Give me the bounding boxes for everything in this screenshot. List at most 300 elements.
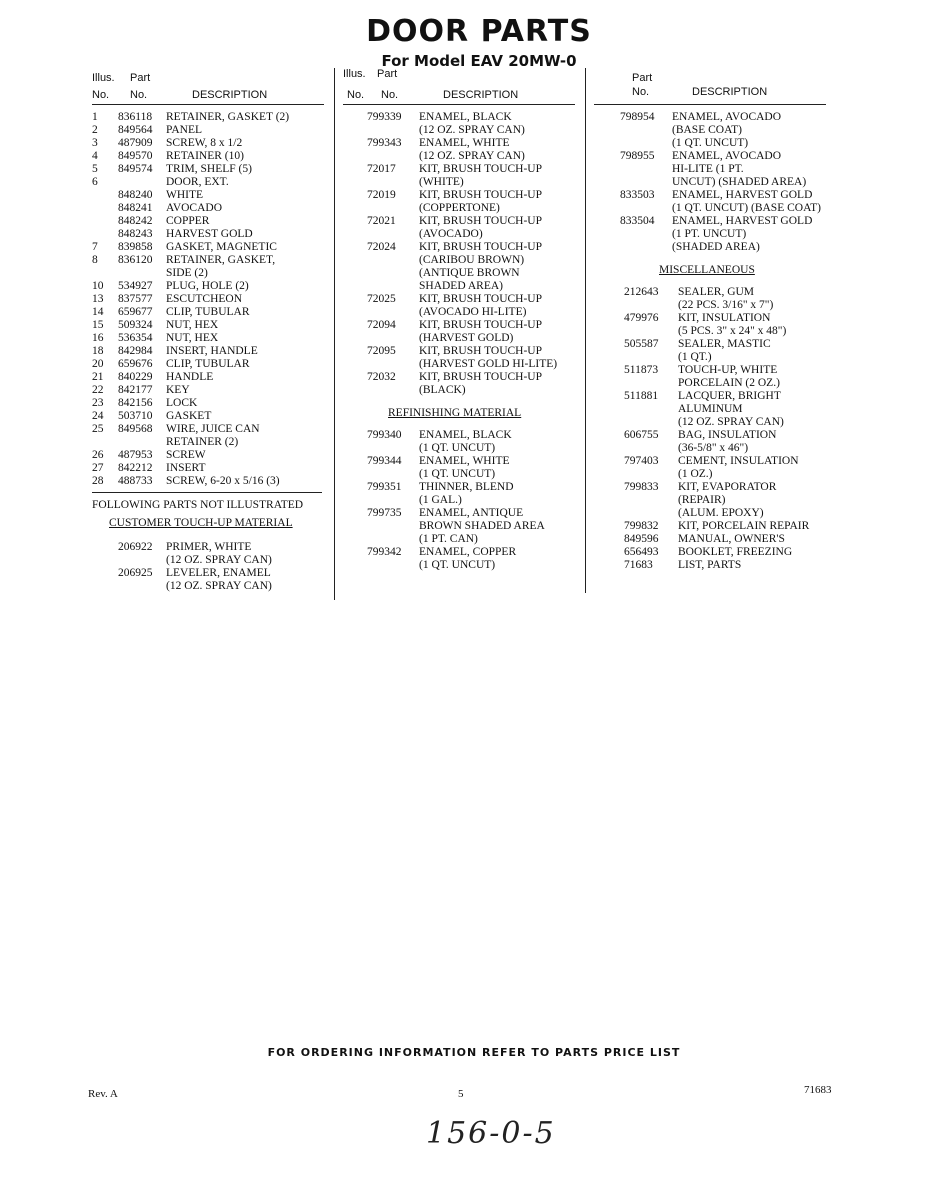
table-row: [594, 416, 826, 429]
illus-number: 27: [92, 462, 104, 474]
part-description: INSERT, HANDLE: [166, 345, 258, 357]
part-number: 656493: [624, 546, 659, 558]
part-description: TOUCH-UP, WHITE: [678, 364, 778, 376]
part-description: RETAINER, GASKET,: [166, 254, 276, 266]
table-row: [343, 280, 575, 293]
part-number: [367, 332, 419, 345]
part-number: 487909: [118, 137, 153, 149]
part-number: [367, 520, 419, 533]
part-description: PANEL: [166, 124, 202, 136]
no-label: No.: [92, 89, 110, 101]
part-description: ENAMEL, COPPER: [419, 546, 517, 558]
part-description: (CARIBOU BROWN): [419, 254, 525, 266]
part-number: 206925: [118, 567, 153, 579]
illus-number: 14: [92, 306, 104, 318]
illus-number: [92, 215, 118, 228]
table-row: [92, 475, 324, 488]
description-label: DESCRIPTION: [443, 89, 519, 101]
part-description: (BASE COAT): [672, 124, 742, 136]
part-number: 606755: [624, 429, 659, 441]
part-number: 849570: [118, 150, 153, 162]
part-number: 836118: [118, 111, 153, 123]
part-description: NUT, HEX: [166, 319, 219, 331]
touchup-list: [92, 541, 324, 593]
table-row: [594, 202, 826, 215]
part-description: HARVEST GOLD: [166, 228, 253, 240]
part-number: 839858: [118, 241, 153, 253]
part-number: [624, 325, 678, 338]
part-number: 848242: [118, 215, 153, 227]
part-number: [367, 254, 419, 267]
part-description: KEY: [166, 384, 190, 396]
part-number: [624, 494, 678, 507]
part-number: 487953: [118, 449, 153, 461]
table-row: [594, 215, 826, 228]
part-number: [624, 403, 678, 416]
table-row: [343, 442, 575, 455]
table-row: [594, 351, 826, 364]
part-number: [620, 124, 672, 137]
part-description: (1 QT. UNCUT): [419, 468, 496, 480]
part-number: 488733: [118, 475, 153, 487]
page-number: 5: [458, 1088, 464, 1100]
table-row: [92, 371, 324, 384]
illus-number: 16: [92, 332, 104, 344]
part-description: UNCUT) (SHADED AREA): [672, 176, 807, 188]
table-row: [594, 111, 826, 124]
part-number: 534927: [118, 280, 153, 292]
table-row: [343, 533, 575, 546]
part-description: ESCUTCHEON: [166, 293, 243, 305]
table-row: [594, 507, 826, 520]
part-description: ENAMEL, HARVEST GOLD: [672, 189, 813, 201]
page-title: DOOR PARTS: [366, 14, 592, 49]
illus-number: 13: [92, 293, 104, 305]
part-description: ENAMEL, AVOCADO: [672, 111, 782, 123]
table-row: [92, 319, 324, 332]
illus-number: 10: [92, 280, 104, 292]
no-label: No.: [381, 89, 399, 101]
ordering-footer: FOR ORDERING INFORMATION REFER TO PARTS PRICE LIST: [267, 1046, 681, 1059]
part-number: [624, 442, 678, 455]
part-number: [620, 137, 672, 150]
part-number: 509324: [118, 319, 153, 331]
section-heading: CUSTOMER TOUCH-UP MATERIAL: [109, 517, 293, 529]
table-row: [594, 228, 826, 241]
table-row: [92, 215, 324, 228]
table-row: [92, 345, 324, 358]
part-number: 799343: [367, 137, 402, 149]
part-description: (1 GAL.): [419, 494, 462, 506]
table-row: [92, 306, 324, 319]
illus-number: 8: [92, 254, 98, 266]
part-description: ENAMEL, WHITE: [419, 455, 510, 467]
part-description: RETAINER (2): [166, 436, 239, 448]
no-label: No.: [347, 89, 365, 101]
part-description: ENAMEL, AVOCADO: [672, 150, 782, 162]
part-number: 798955: [620, 150, 655, 162]
table-row: [92, 397, 324, 410]
table-row: [343, 358, 575, 371]
part-description: (1 QT.): [678, 351, 712, 363]
part-number: [367, 468, 419, 481]
part-description: CLIP, TUBULAR: [166, 306, 250, 318]
table-row: [92, 423, 324, 436]
table-row: [92, 580, 324, 593]
part-number: [620, 176, 672, 189]
illus-number: 6: [92, 176, 98, 188]
part-number: [624, 416, 678, 429]
part-description: (REPAIR): [678, 494, 726, 506]
part-description: (AVOCADO): [419, 228, 483, 240]
part-description: KIT, BRUSH TOUCH-UP: [419, 371, 543, 383]
part-number: 849568: [118, 423, 153, 435]
table-row: [343, 371, 575, 384]
part-description: (SHADED AREA): [672, 241, 760, 253]
part-description: GASKET, MAGNETIC: [166, 241, 277, 253]
part-number: 511881: [624, 390, 659, 402]
table-row: [343, 267, 575, 280]
part-description: (1 PT. CAN): [419, 533, 478, 545]
part-label: Part: [377, 68, 398, 80]
illus-number: [92, 202, 118, 215]
part-number: 511873: [624, 364, 659, 376]
table-row: [92, 111, 324, 124]
table-row: [594, 325, 826, 338]
part-number: 72021: [367, 215, 396, 227]
part-description: KIT, BRUSH TOUCH-UP: [419, 189, 543, 201]
table-row: [343, 215, 575, 228]
part-number: 72032: [367, 371, 396, 383]
table-row: [594, 163, 826, 176]
part-number: [624, 507, 678, 520]
part-description: SEALER, GUM: [678, 286, 755, 298]
part-description: (WHITE): [419, 176, 464, 188]
handwritten-note: 156-0-5: [426, 1116, 556, 1151]
part-number: 72095: [367, 345, 396, 357]
part-description: LACQUER, BRIGHT: [678, 390, 781, 402]
column-divider: [334, 68, 335, 600]
part-description: BAG, INSULATION: [678, 429, 777, 441]
table-row: [92, 254, 324, 267]
part-number: 659676: [118, 358, 153, 370]
part-number: 72094: [367, 319, 396, 331]
part-description: SEALER, MASTIC: [678, 338, 771, 350]
part-number: [367, 358, 419, 371]
parts-list: [343, 111, 575, 397]
part-description: (12 OZ. SPRAY CAN): [419, 150, 525, 162]
column-header: [594, 68, 826, 105]
part-number: 206922: [118, 541, 153, 553]
part-number: [367, 442, 419, 455]
part-description: BROWN SHADED AREA: [419, 520, 545, 532]
part-number: [367, 202, 419, 215]
part-description: ENAMEL, ANTIQUE: [419, 507, 524, 519]
part-description: RETAINER, GASKET (2): [166, 111, 290, 123]
parts-list: [92, 111, 324, 488]
part-number: [620, 241, 672, 254]
table-row: [92, 567, 324, 580]
part-number: 72024: [367, 241, 396, 253]
part-number: 842212: [118, 462, 153, 474]
table-row: [343, 332, 575, 345]
table-row: [343, 228, 575, 241]
illus-number: 26: [92, 449, 104, 461]
part-number: 799735: [367, 507, 402, 519]
part-number: [620, 228, 672, 241]
part-number: 849596: [624, 533, 659, 545]
part-description: (12 OZ. SPRAY CAN): [166, 580, 272, 592]
table-row: [594, 176, 826, 189]
part-number: 849564: [118, 124, 153, 136]
document-number: 71683: [804, 1084, 832, 1096]
table-row: [594, 468, 826, 481]
part-number: 536354: [118, 332, 153, 344]
illus-number: 21: [92, 371, 104, 383]
part-number: 505587: [624, 338, 659, 350]
column-header: [92, 68, 324, 105]
table-row: [594, 546, 826, 559]
part-label: Part: [632, 72, 653, 84]
part-description: HI-LITE (1 PT.: [672, 163, 744, 175]
part-number: [367, 306, 419, 319]
table-row: [343, 481, 575, 494]
part-number: 833504: [620, 215, 655, 227]
part-number: [624, 468, 678, 481]
table-row: [594, 520, 826, 533]
table-row: [92, 449, 324, 462]
table-row: [343, 124, 575, 137]
table-row: [343, 494, 575, 507]
illus-number: 18: [92, 345, 104, 357]
table-row: [594, 299, 826, 312]
part-description: (1 QT. UNCUT): [672, 137, 749, 149]
part-number: 479976: [624, 312, 659, 324]
table-row: [92, 202, 324, 215]
part-description: NUT, HEX: [166, 332, 219, 344]
table-row: [92, 332, 324, 345]
part-description: SCREW: [166, 449, 206, 461]
illus-number: 7: [92, 241, 98, 253]
part-description: PLUG, HOLE (2): [166, 280, 249, 292]
illus-number: [92, 189, 118, 202]
part-description: (ANTIQUE BROWN: [419, 267, 520, 279]
part-description: KIT, BRUSH TOUCH-UP: [419, 163, 543, 175]
part-number: 503710: [118, 410, 153, 422]
part-number: 799832: [624, 520, 659, 532]
part-description: (1 OZ.): [678, 468, 713, 480]
part-description: INSERT: [166, 462, 206, 474]
table-row: [594, 429, 826, 442]
not-illustrated-note: FOLLOWING PARTS NOT ILLUSTRATED: [92, 499, 304, 511]
illus-number: 2: [92, 124, 98, 136]
part-number: 837577: [118, 293, 153, 305]
table-row: [343, 254, 575, 267]
table-row: [92, 241, 324, 254]
illus-number: 23: [92, 397, 104, 409]
parts-list: [594, 111, 826, 254]
part-description: PORCELAIN (2 OZ.): [678, 377, 780, 389]
part-number: [118, 267, 166, 280]
part-number: 212643: [624, 286, 659, 298]
table-row: [594, 189, 826, 202]
table-row: [594, 442, 826, 455]
part-description: KIT, BRUSH TOUCH-UP: [419, 241, 543, 253]
part-description: CEMENT, INSULATION: [678, 455, 799, 467]
column-divider: [585, 68, 586, 593]
part-number: 848241: [118, 202, 153, 214]
part-description: (1 QT. UNCUT): [419, 559, 496, 571]
table-row: [343, 559, 575, 572]
parts-column-1: [92, 68, 324, 593]
table-row: [343, 241, 575, 254]
table-row: [92, 137, 324, 150]
part-number: [367, 267, 419, 280]
part-description: WHITE: [166, 189, 204, 201]
part-number: 659677: [118, 306, 153, 318]
revision-label: Rev. A: [88, 1088, 118, 1100]
illus-number: 24: [92, 410, 104, 422]
part-number: 71683: [624, 559, 653, 571]
part-number: 833503: [620, 189, 655, 201]
part-description: KIT, BRUSH TOUCH-UP: [419, 293, 543, 305]
part-description: AVOCADO: [166, 202, 223, 214]
part-number: 797403: [624, 455, 659, 467]
illus-number: 15: [92, 319, 104, 331]
part-number: [367, 494, 419, 507]
part-number: 799339: [367, 111, 402, 123]
part-number: [367, 559, 419, 572]
part-number: 836120: [118, 254, 153, 266]
part-number: [367, 280, 419, 293]
part-number: 798954: [620, 111, 655, 123]
part-description: ALUMINUM: [678, 403, 743, 415]
illus-number: 5: [92, 163, 98, 175]
part-description: THINNER, BLEND: [419, 481, 514, 493]
part-description: KIT, EVAPORATOR: [678, 481, 777, 493]
table-row: [92, 384, 324, 397]
table-row: [343, 429, 575, 442]
part-number: 799344: [367, 455, 402, 467]
part-number: [118, 580, 166, 593]
description-label: DESCRIPTION: [692, 86, 768, 98]
table-row: [92, 293, 324, 306]
part-description: KIT, BRUSH TOUCH-UP: [419, 319, 543, 331]
part-description: KIT, PORCELAIN REPAIR: [678, 520, 810, 532]
part-number: [118, 554, 166, 567]
table-row: [594, 137, 826, 150]
part-description: LEVELER, ENAMEL: [166, 567, 271, 579]
part-description: SCREW, 8 x 1/2: [166, 137, 243, 149]
no-label: No.: [130, 89, 148, 101]
part-description: (HARVEST GOLD HI-LITE): [419, 358, 558, 370]
part-description: ENAMEL, WHITE: [419, 137, 510, 149]
part-description: GASKET: [166, 410, 212, 422]
part-description: HANDLE: [166, 371, 214, 383]
table-row: [343, 306, 575, 319]
model-subtitle: For Model EAV 20MW-0: [381, 52, 577, 70]
table-row: [343, 546, 575, 559]
illus-number: [92, 436, 118, 449]
part-description: (12 OZ. SPRAY CAN): [419, 124, 525, 136]
table-row: [343, 293, 575, 306]
part-description: (COPPERTONE): [419, 202, 500, 214]
part-description: (1 QT. UNCUT): [419, 442, 496, 454]
section-heading: MISCELLANEOUS: [659, 264, 755, 276]
part-description: (12 OZ. SPRAY CAN): [678, 416, 784, 428]
table-row: [92, 189, 324, 202]
illus-number: [92, 267, 118, 280]
table-row: [92, 163, 324, 176]
section-heading: REFINISHING MATERIAL: [388, 407, 522, 419]
table-row: [343, 319, 575, 332]
part-description: KIT, BRUSH TOUCH-UP: [419, 345, 543, 357]
table-row: [594, 481, 826, 494]
parts-column-3: [594, 68, 826, 572]
table-row: [92, 358, 324, 371]
part-description: (1 PT. UNCUT): [672, 228, 747, 240]
part-description: (12 OZ. SPRAY CAN): [166, 554, 272, 566]
table-row: [92, 436, 324, 449]
table-row: [92, 150, 324, 163]
part-number: [367, 176, 419, 189]
part-number: [118, 436, 166, 449]
table-row: [594, 533, 826, 546]
illus-label: Illus.: [343, 68, 366, 80]
part-description: (ALUM. EPOXY): [678, 507, 764, 519]
part-number: 799351: [367, 481, 402, 493]
part-number: 842984: [118, 345, 153, 357]
description-label: DESCRIPTION: [192, 89, 268, 101]
part-description: BOOKLET, FREEZING: [678, 546, 793, 558]
misc-list: [594, 286, 826, 572]
part-number: 72017: [367, 163, 396, 175]
table-row: [594, 559, 826, 572]
part-description: CLIP, TUBULAR: [166, 358, 250, 370]
table-row: [594, 364, 826, 377]
part-description: DOOR, EXT.: [166, 176, 229, 188]
part-description: COPPER: [166, 215, 210, 227]
part-description: PRIMER, WHITE: [166, 541, 252, 553]
part-number: [118, 176, 166, 189]
table-row: [92, 124, 324, 137]
part-number: 799342: [367, 546, 402, 558]
table-row: [594, 377, 826, 390]
table-row: [343, 176, 575, 189]
table-row: [594, 390, 826, 403]
part-number: [367, 228, 419, 241]
part-number: [624, 351, 678, 364]
illus-number: 28: [92, 475, 104, 487]
table-row: [92, 267, 324, 280]
table-row: [92, 280, 324, 293]
part-description: KIT, BRUSH TOUCH-UP: [419, 215, 543, 227]
part-number: 842156: [118, 397, 153, 409]
table-row: [92, 176, 324, 189]
part-number: [367, 150, 419, 163]
table-row: [343, 111, 575, 124]
part-number: 72025: [367, 293, 396, 305]
illus-number: 3: [92, 137, 98, 149]
table-row: [594, 286, 826, 299]
table-row: [594, 338, 826, 351]
illus-number: [92, 228, 118, 241]
part-description: LOCK: [166, 397, 198, 409]
part-description: ENAMEL, BLACK: [419, 111, 512, 123]
part-description: SCREW, 6-20 x 5/16 (3): [166, 475, 280, 487]
parts-column-2: [343, 68, 575, 572]
table-row: [594, 403, 826, 416]
